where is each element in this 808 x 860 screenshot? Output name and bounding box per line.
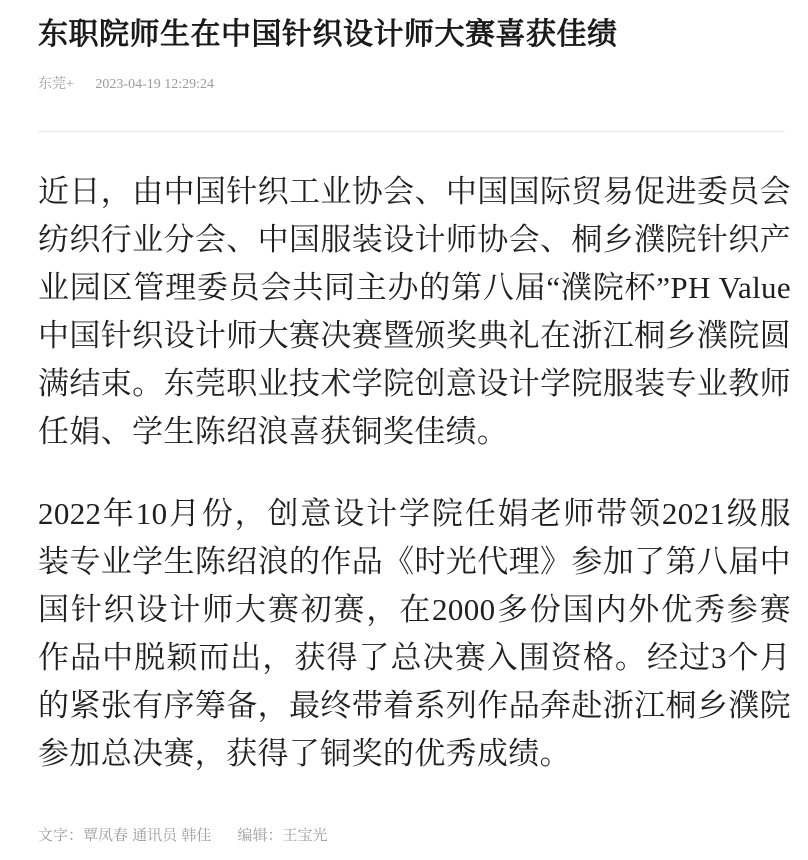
- article-body: [38, 168, 791, 778]
- article-paragraph-2: 2022年10月份，创意设计学院任娟老师带领2021级服装专业学生陈绍浪的作品《时光代理》参加了第八届中国针织设计师大赛初赛，在2000多份国内外优秀参赛作品中脱颖而出，获得了总决赛入围资格。经过3个月的紧张有序筹备，最终带着系列作品奔赴浙江桐乡濮院参加总决赛，获得了铜奖的优秀成绩。: [38, 496, 791, 771]
- article-paragraph-1: 近日，由中国针织工业协会、中国国际贸易促进委员会纺织行业分会、中国服装设计师协会、桐乡濮院针织产业园区管理委员会共同主办的第八届“濮院杯”PH Value中国针织设计师大赛决赛暨颁奖典礼在浙江桐乡濮院圆满结束。东莞职业技术学院创意设计学院服装专业教师任娟、学生陈绍浪喜获铜奖佳绩。: [38, 174, 791, 449]
- header-divider: [38, 131, 785, 132]
- article-meta: [38, 77, 791, 93]
- credits-line: [38, 828, 791, 844]
- credit-editor: 编辑：王宝光: [237, 827, 328, 844]
- publish-timestamp: 2023-04-19 12:29:24: [95, 77, 215, 92]
- credit-author: 文字：覃凤春 通讯员 韩佳: [38, 827, 212, 844]
- article-title: 东职院师生在中国针织设计师大赛喜获佳绩: [38, 18, 618, 51]
- source-label: 东莞+: [38, 77, 74, 92]
